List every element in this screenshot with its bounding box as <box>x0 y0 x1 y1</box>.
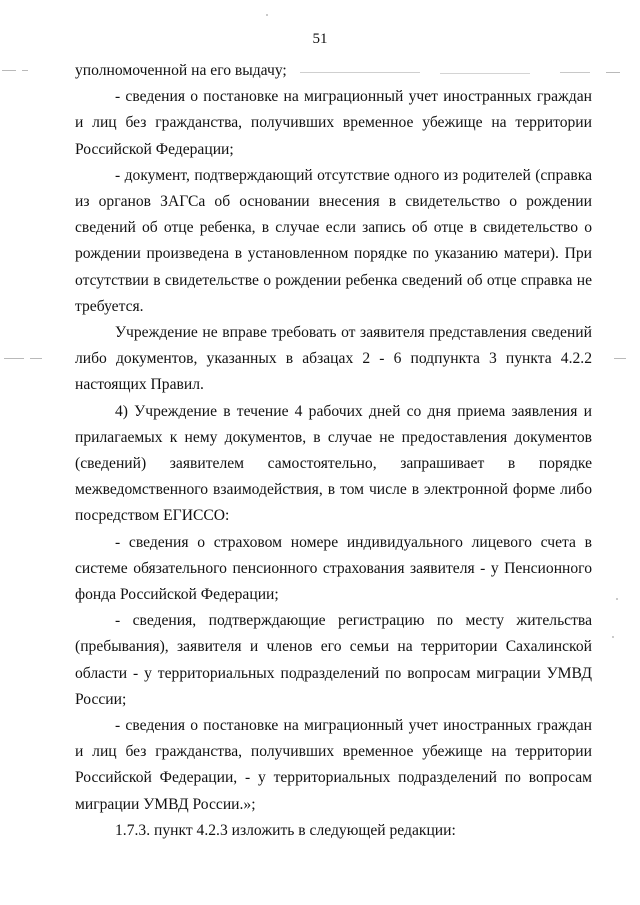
scan-mark <box>22 70 28 71</box>
scan-mark <box>616 598 618 600</box>
paragraph-continuation: уполномоченной на его выдачу; <box>75 62 287 79</box>
paragraph-migration-registration-umvd: - сведения о постановке на миграционный учет иностранных граждан и лиц без гражданства, получивших временное убежище на территории Российской Федерации, - у территориальных подразделений по вопросам миграции УМВД России.»; <box>75 717 592 813</box>
document-body <box>75 58 592 844</box>
paragraph-interagency-request: 4) Учреждение в течение 4 рабочих дней со дня приема заявления и прилагаемых к нему документов, в случае не предоставления документов (сведений) заявителем самостоятельно, запрашивает в порядке межведомственного взаимодействия, в том числе в электронной форме либо посредством ЕГИССО: <box>75 402 592 525</box>
paragraph-institution-restriction: Учреждение не вправе требовать от заявителя представления сведений либо документов, указанных в абзацах 2 - 6 подпункта 3 пункта 4.2.2 настоящих Правил. <box>75 324 592 394</box>
paragraph-pension-insurance-number: - сведения о страховом номере индивидуального лицевого счета в системе обязательного пенсионного страхования заявителя - у Пенсионного фонда Российской Федерации; <box>75 533 592 604</box>
scan-mark <box>2 70 16 71</box>
paragraph-migration-registration: - сведения о постановке на миграционный учет иностранных граждан и лиц без гражданства, получивших временное убежище на территории Российской Федерации; <box>75 88 592 158</box>
scan-mark <box>300 72 420 73</box>
scan-mark <box>30 358 42 359</box>
scan-mark <box>266 14 268 16</box>
scan-mark <box>614 358 626 359</box>
scan-mark <box>612 636 614 638</box>
paragraph-clause-amendment: 1.7.3. пункт 4.2.3 изложить в следующей редакции: <box>115 821 456 839</box>
page-number: 51 <box>312 31 328 47</box>
scan-mark <box>440 73 530 74</box>
scan-mark <box>606 72 620 73</box>
scan-mark <box>4 358 24 359</box>
paragraph-residence-registration: - сведения, подтверждающие регистрацию по месту жительства (пребывания), заявителя и членов его семьи на территории Сахалинской области - у территориальных подразделений по вопросам миграции УМВД России; <box>75 612 592 708</box>
scan-mark <box>560 72 590 73</box>
paragraph-parent-absence-document: - документ, подтверждающий отсутствие одного из родителей (справка из органов ЗАГСа об основании внесения в свидетельство о рождении сведений об отце ребенка, в случае если запись об отце в свидетельство о рождении произведена в установленном порядке по указанию матери). При отсутствии в свидетельстве о рождении ребенка сведений об отце справка не требуется. <box>75 166 592 315</box>
